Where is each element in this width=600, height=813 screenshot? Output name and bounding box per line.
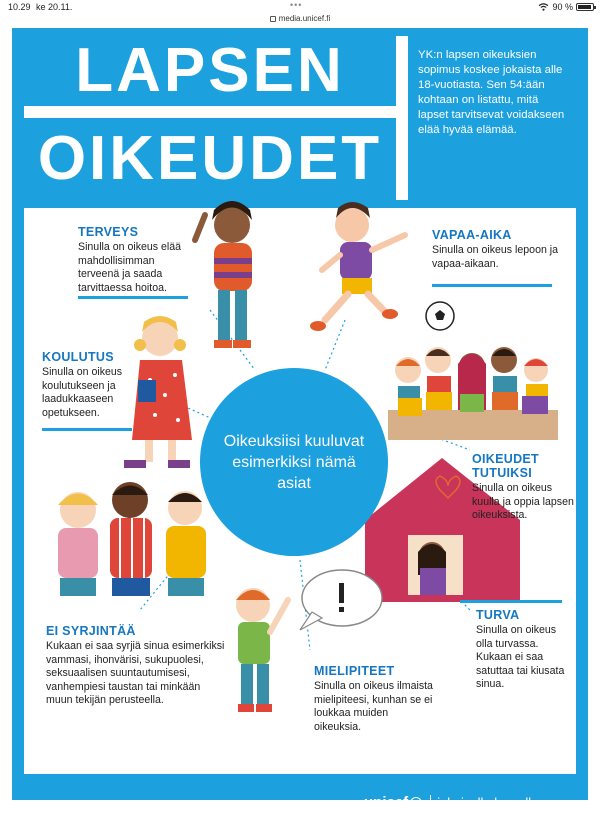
right-text-turva: Sinulla on oikeus olla turvassa. Kukaan ei saa satuttaa tai kiusata sinua. xyxy=(476,624,565,690)
center-circle xyxy=(200,368,388,556)
leisure-child-illustration xyxy=(310,202,405,331)
footer-tagline: jokaiselle lapselle xyxy=(437,795,539,810)
right-vapaa-aika xyxy=(432,228,562,271)
opinion-child-illustration xyxy=(236,588,288,712)
intro-text: YK:n lapsen oikeuksien sopimus koskee jokaista alle 18-vuotiasta. Sen 54:ään kohtaan on listattu, mitä lapset tarvitsevat voidakseen elää hyvää elämää. xyxy=(418,49,565,136)
right-title-oikeudet-1: OIKEUDET xyxy=(472,452,539,466)
footer-website-link[interactable]: unicef.fi xyxy=(62,798,107,813)
right-text-mielipiteet: Sinulla on oikeus ilmaista mielipiteesi, kunhan se ei loukkaa muiden oikeuksia. xyxy=(314,680,433,733)
right-text-terveys: Sinulla on oikeus elää mahdollisimman terveenä ja saada tarvittaessa hoitoa. xyxy=(78,241,182,294)
right-text-vapaa-aika: Sinulla on oikeus lepoon ja vapaa-aikaan. xyxy=(432,244,559,270)
unicef-logo-text: unicef xyxy=(364,794,409,811)
right-title-mielipiteet: MIELIPITEET xyxy=(314,664,395,678)
three-children-illustration xyxy=(58,482,206,596)
battery-percent: 90 % xyxy=(552,2,573,12)
right-text-oikeudet: Sinulla on oikeus kuulla ja oppia lapsen oikeuksista. xyxy=(472,482,574,521)
right-title-turva: TURVA xyxy=(476,608,520,622)
right-oikeudet-tutuiksi xyxy=(472,452,582,523)
right-mielipiteet xyxy=(314,664,434,734)
health-child-illustration xyxy=(195,201,252,348)
speech-bubble-icon xyxy=(300,570,382,630)
football-icon xyxy=(426,302,454,330)
right-title-vapaa-aika: VAPAA-AIKA xyxy=(432,228,512,242)
url-text: media.unicef.fi xyxy=(278,14,331,23)
center-text: Oikeuksiisi kuuluvat esimerkiksi nämä asiat xyxy=(223,432,365,492)
title-line-1: LAPSEN xyxy=(75,36,345,105)
more-dots-icon[interactable]: ••• xyxy=(290,0,303,10)
right-ei-syrjintaa xyxy=(46,624,226,708)
reading-children-illustration xyxy=(388,347,558,440)
title-line-2: OIKEUDET xyxy=(37,124,383,193)
right-koulutus xyxy=(42,350,142,420)
status-date: ke 20.11. xyxy=(36,2,73,12)
right-terveys xyxy=(78,225,198,295)
right-title-oikeudet-2: TUTUIKSI xyxy=(472,466,533,480)
right-title-koulutus: KOULUTUS xyxy=(42,350,114,364)
right-text-koulutus: Sinulla on oikeus koulutukseen ja laadukkaaseen opetukseen. xyxy=(42,366,123,419)
status-time: 10.29 xyxy=(8,2,31,12)
right-title-ei-syrjintaa: EI SYRJINTÄÄ xyxy=(46,624,136,638)
right-title-terveys: TERVEYS xyxy=(78,225,139,239)
right-text-ei-syrjintaa: Kukaan ei saa syrjiä sinua esimerkiksi vammasi, ihonvärisi, sukupuolesi, seksuaalisen suuntautumisesi, vanhempiesi taustan tai minkään muun tekijän perusteella. xyxy=(46,640,225,706)
right-turva xyxy=(476,608,571,692)
